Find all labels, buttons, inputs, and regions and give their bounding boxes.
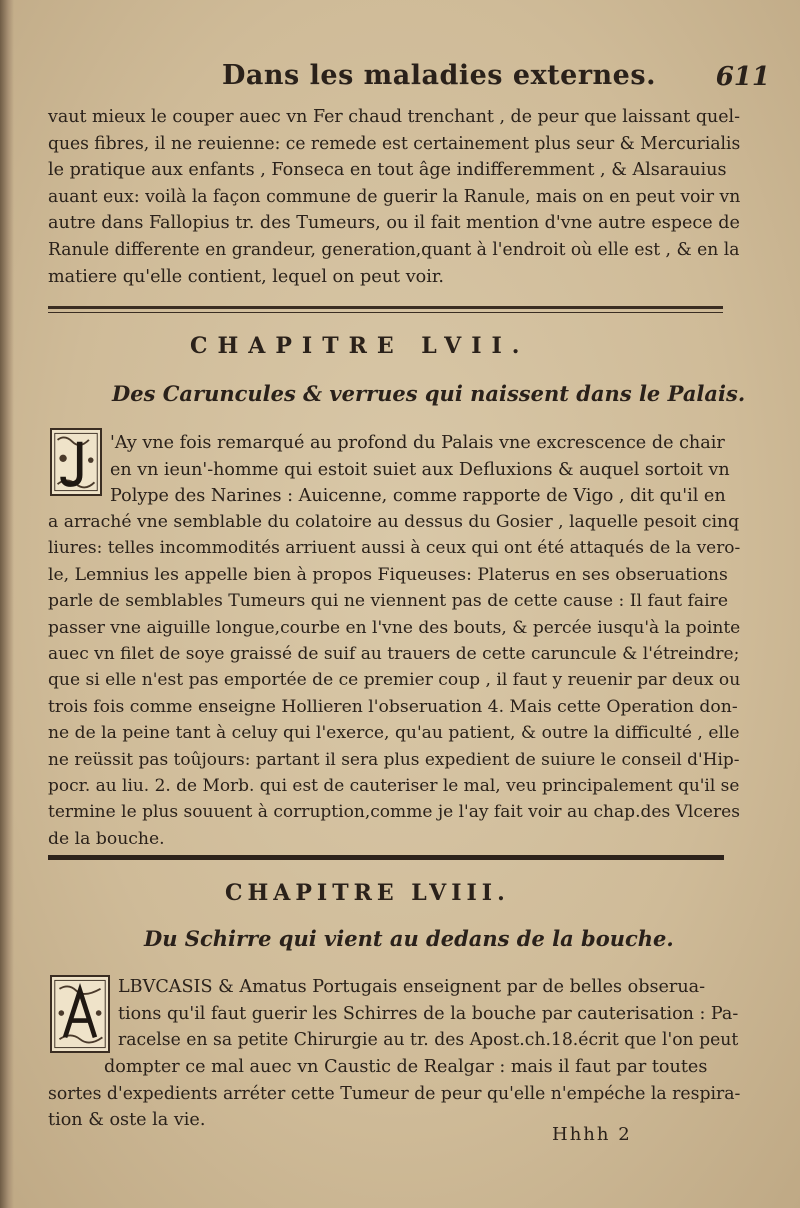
text-line: liures: telles incommodités arriuent aussi à ceux qui ont été attaqués de la vero-: [48, 538, 741, 559]
section-divider: [48, 306, 723, 313]
text-line: parle de semblables Tumeurs qui ne viennent pas de cette cause : Il faut faire: [48, 591, 729, 612]
signature-mark: Hhhh 2: [552, 1124, 632, 1145]
chapter-58-body-indented: [118, 974, 738, 1054]
text-line: dompter ce mal auec vn Caustic de Realgar : mais il faut par toutes: [104, 1057, 708, 1077]
page-spine-shadow: [0, 0, 14, 1208]
drop-cap-j: [50, 428, 102, 496]
text-line: pocr. au liu. 2. de Morb. qui est de cauteriser le mal, veu principalement qu'il se: [48, 776, 740, 797]
section-divider: [48, 855, 724, 860]
drop-cap-a: [50, 975, 110, 1053]
text-line: a arraché vne semblable du colatoire au dessus du Gosier , laquelle pesoit cinq: [48, 512, 740, 532]
chapter-58-subtitle: Du Schirre qui vient au dedans de la bouche.: [144, 926, 674, 951]
chapter-57-body-indented: [110, 430, 730, 510]
chapter-58-body: [48, 1054, 740, 1134]
text-line: que si elle n'est pas emportée de ce premier coup , il faut y reuenir par deux ou: [48, 670, 741, 691]
text-line: Ranule differente en grandeur, generation,quant à l'endroit où elle est , & en la: [48, 239, 740, 260]
text-line: vaut mieux le couper auec vn Fer chaud trenchant , de peur que laissant quel-: [48, 107, 740, 127]
chapter-57-body: [48, 509, 740, 852]
text-line: ques fibres, il ne reuienne: ce remede est certainement plus seur & Mercurialis: [48, 133, 741, 154]
text-line: auant eux: voilà la façon commune de guerir la Ranule, mais on en peut voir vn: [48, 186, 741, 207]
text-line: trois fois comme enseigne Hollieren l'obseruation 4. Mais cette Operation don-: [48, 696, 738, 717]
page-header: [0, 60, 800, 100]
text-line: auec vn filet de soye graissé de suif au trauers de cette caruncule & l'étreindre;: [48, 644, 740, 665]
text-line: matiere qu'elle contient, lequel on peut voir.: [48, 266, 444, 287]
ornament-icon: [52, 430, 100, 494]
text-line: sortes d'expedients arréter cette Tumeur de peur qu'elle n'empéche la respira-: [48, 1083, 741, 1104]
text-line: termine le plus souuent à corruption,comme je l'ay fait voir au chap.des Vlceres: [48, 802, 740, 823]
ornament-icon: [52, 977, 108, 1051]
text-line: le, Lemnius les appelle bien à propos Fiqueuses: Platerus en ses obseruations: [48, 564, 728, 585]
text-line: 'Ay vne fois remarqué au profond du Palais vne excrescence de chair: [110, 433, 725, 453]
text-line: Polype des Narines : Auicenne, comme rapporte de Vigo , dit qu'il en: [110, 486, 726, 507]
running-title: Dans les maladies externes.: [222, 60, 656, 91]
text-line: ne de la peine tant à celuy qui l'exerce, qu'au patient, & outre la difficulté , elle: [48, 723, 740, 744]
text-line: ne reüssit pas toûjours: partant il sera plus expedient de suiure le conseil d'Hip-: [48, 749, 740, 770]
chapter-57-title: CHAPITRE LVII.: [190, 333, 530, 359]
chapter-58-title: CHAPITRE LVIII.: [225, 880, 510, 906]
text-line: autre dans Fallopius tr. des Tumeurs, ou il fait mention d'vne autre espece de: [48, 213, 740, 234]
text-line: de la bouche.: [48, 828, 165, 849]
text-line: tions qu'il faut guerir les Schirres de la bouche par cauterisation : Pa-: [118, 1003, 739, 1024]
top-paragraph: [48, 104, 740, 290]
text-line: LBVCASIS & Amatus Portugais enseignent par de belles obserua-: [118, 977, 706, 997]
text-line: le pratique aux enfants , Fonseca en tout âge indifferemment , & Alsarauius: [48, 160, 727, 181]
text-line: en vn ieun'-homme qui estoit suiet aux Defluxions & auquel sortoit vn: [110, 459, 730, 480]
page-number: 611: [715, 62, 770, 92]
chapter-57-subtitle: Des Caruncules & verrues qui naissent dans le Palais.: [112, 381, 746, 406]
text-line: tion & oste la vie.: [48, 1110, 206, 1131]
text-line: passer vne aiguille longue,courbe en l'vne des bouts, & percée iusqu'à la pointe: [48, 617, 741, 638]
text-line: racelse en sa petite Chirurgie au tr. des Apost.ch.18.écrit que l'on peut: [118, 1030, 739, 1051]
